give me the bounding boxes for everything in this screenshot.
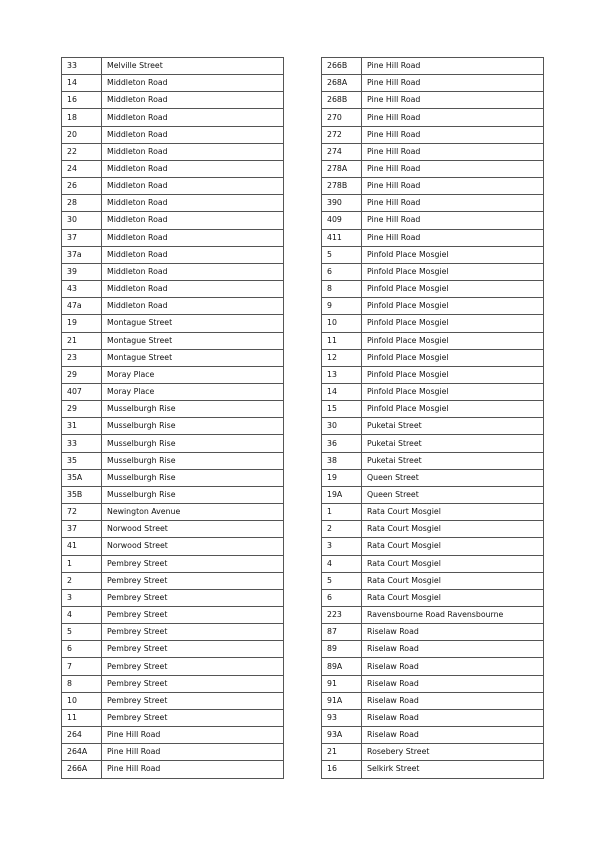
table-row (322, 229, 544, 246)
street-name-cell: Riselaw Road (362, 692, 544, 709)
table-row (62, 383, 284, 400)
table-row (62, 486, 284, 503)
street-name-cell: Moray Place (102, 383, 284, 400)
street-name-cell: Middleton Road (102, 143, 284, 160)
table-row (62, 332, 284, 349)
table-row (62, 126, 284, 143)
street-number-cell: 29 (62, 366, 102, 383)
street-name-cell: Pine Hill Road (362, 143, 544, 160)
table-row (322, 572, 544, 589)
street-name-cell: Middleton Road (102, 195, 284, 212)
address-table-right-body (322, 58, 544, 779)
table-row (62, 281, 284, 298)
street-number-cell: 10 (322, 315, 362, 332)
street-number-cell: 268B (322, 92, 362, 109)
street-name-cell: Pembrey Street (102, 675, 284, 692)
table-row (62, 229, 284, 246)
street-number-cell: 33 (62, 58, 102, 75)
table-row (322, 332, 544, 349)
street-number-cell: 41 (62, 538, 102, 555)
street-number-cell: 91 (322, 675, 362, 692)
street-name-cell: Riselaw Road (362, 709, 544, 726)
street-name-cell: Riselaw Road (362, 641, 544, 658)
table-row (62, 195, 284, 212)
table-row (62, 160, 284, 177)
street-name-cell: Pinfold Place Mosgiel (362, 401, 544, 418)
table-row (62, 366, 284, 383)
table-row (322, 589, 544, 606)
table-row (322, 212, 544, 229)
table-row (322, 504, 544, 521)
street-name-cell: Middleton Road (102, 75, 284, 92)
street-number-cell: 264A (62, 744, 102, 761)
street-name-cell: Queen Street (362, 469, 544, 486)
street-name-cell: Selkirk Street (362, 761, 544, 778)
table-row (322, 298, 544, 315)
street-name-cell: Pembrey Street (102, 589, 284, 606)
street-number-cell: 89 (322, 641, 362, 658)
table-row (62, 709, 284, 726)
street-number-cell: 272 (322, 126, 362, 143)
street-name-cell: Riselaw Road (362, 675, 544, 692)
table-row (62, 572, 284, 589)
table-row (322, 195, 544, 212)
table-row (322, 418, 544, 435)
street-name-cell: Pine Hill Road (362, 212, 544, 229)
street-name-cell: Pine Hill Road (362, 92, 544, 109)
street-name-cell: Rosebery Street (362, 744, 544, 761)
street-number-cell: 19 (322, 469, 362, 486)
table-row (62, 452, 284, 469)
table-row (62, 75, 284, 92)
street-number-cell: 21 (62, 332, 102, 349)
street-number-cell: 409 (322, 212, 362, 229)
street-name-cell: Pembrey Street (102, 709, 284, 726)
table-row (322, 486, 544, 503)
table-row (322, 641, 544, 658)
street-name-cell: Pine Hill Road (362, 178, 544, 195)
street-name-cell: Middleton Road (102, 160, 284, 177)
street-number-cell: 87 (322, 624, 362, 641)
street-name-cell: Pine Hill Road (362, 58, 544, 75)
table-row (322, 109, 544, 126)
street-name-cell: Montague Street (102, 349, 284, 366)
street-number-cell: 30 (322, 418, 362, 435)
table-row (62, 555, 284, 572)
table-row (322, 709, 544, 726)
table-row (62, 178, 284, 195)
street-number-cell: 5 (322, 572, 362, 589)
table-row (62, 675, 284, 692)
table-row (322, 555, 544, 572)
street-number-cell: 270 (322, 109, 362, 126)
street-number-cell: 35A (62, 469, 102, 486)
street-name-cell: Norwood Street (102, 538, 284, 555)
street-name-cell: Middleton Road (102, 92, 284, 109)
street-number-cell: 13 (322, 366, 362, 383)
street-name-cell: Montague Street (102, 315, 284, 332)
street-name-cell: Pinfold Place Mosgiel (362, 281, 544, 298)
street-name-cell: Puketai Street (362, 418, 544, 435)
table-row (62, 401, 284, 418)
street-number-cell: 10 (62, 692, 102, 709)
street-name-cell: Rata Court Mosgiel (362, 572, 544, 589)
street-number-cell: 38 (322, 452, 362, 469)
street-number-cell: 9 (322, 298, 362, 315)
table-row (62, 658, 284, 675)
street-number-cell: 274 (322, 143, 362, 160)
street-number-cell: 93A (322, 727, 362, 744)
table-row (62, 607, 284, 624)
street-number-cell: 37 (62, 229, 102, 246)
table-row (322, 366, 544, 383)
street-number-cell: 8 (62, 675, 102, 692)
table-row (62, 109, 284, 126)
street-number-cell: 37 (62, 521, 102, 538)
street-name-cell: Musselburgh Rise (102, 486, 284, 503)
table-row (322, 658, 544, 675)
table-row (322, 246, 544, 263)
street-number-cell: 24 (62, 160, 102, 177)
street-name-cell: Riselaw Road (362, 658, 544, 675)
street-name-cell: Musselburgh Rise (102, 452, 284, 469)
street-name-cell: Middleton Road (102, 246, 284, 263)
street-name-cell: Moray Place (102, 366, 284, 383)
street-number-cell: 2 (322, 521, 362, 538)
street-number-cell: 266A (62, 761, 102, 778)
street-number-cell: 29 (62, 401, 102, 418)
street-name-cell: Pembrey Street (102, 572, 284, 589)
street-name-cell: Rata Court Mosgiel (362, 538, 544, 555)
street-name-cell: Pinfold Place Mosgiel (362, 332, 544, 349)
table-row (322, 692, 544, 709)
street-number-cell: 264 (62, 727, 102, 744)
street-name-cell: Middleton Road (102, 126, 284, 143)
table-row (62, 624, 284, 641)
street-number-cell: 43 (62, 281, 102, 298)
street-name-cell: Pinfold Place Mosgiel (362, 298, 544, 315)
table-row (62, 727, 284, 744)
street-number-cell: 4 (322, 555, 362, 572)
street-name-cell: Rata Court Mosgiel (362, 555, 544, 572)
table-row (322, 281, 544, 298)
street-number-cell: 223 (322, 607, 362, 624)
street-number-cell: 1 (322, 504, 362, 521)
table-row (322, 401, 544, 418)
street-number-cell: 39 (62, 263, 102, 280)
street-name-cell: Pine Hill Road (362, 160, 544, 177)
street-number-cell: 390 (322, 195, 362, 212)
table-row (62, 692, 284, 709)
street-name-cell: Pembrey Street (102, 555, 284, 572)
address-table-left-body (62, 58, 284, 779)
street-number-cell: 3 (62, 589, 102, 606)
street-number-cell: 28 (62, 195, 102, 212)
table-row (62, 246, 284, 263)
street-number-cell: 2 (62, 572, 102, 589)
table-row (322, 727, 544, 744)
street-name-cell: Rata Court Mosgiel (362, 589, 544, 606)
street-number-cell: 7 (62, 658, 102, 675)
street-number-cell: 6 (62, 641, 102, 658)
street-number-cell: 5 (62, 624, 102, 641)
street-number-cell: 268A (322, 75, 362, 92)
street-name-cell: Middleton Road (102, 229, 284, 246)
street-name-cell: Ravensbourne Road Ravensbourne (362, 607, 544, 624)
table-row (62, 418, 284, 435)
street-name-cell: Queen Street (362, 486, 544, 503)
street-number-cell: 72 (62, 504, 102, 521)
street-name-cell: Melville Street (102, 58, 284, 75)
street-name-cell: Middleton Road (102, 212, 284, 229)
street-name-cell: Norwood Street (102, 521, 284, 538)
street-number-cell: 47a (62, 298, 102, 315)
table-row (62, 92, 284, 109)
street-name-cell: Rata Court Mosgiel (362, 504, 544, 521)
street-number-cell: 407 (62, 383, 102, 400)
street-number-cell: 18 (62, 109, 102, 126)
table-row (322, 538, 544, 555)
street-number-cell: 19A (322, 486, 362, 503)
street-name-cell: Pembrey Street (102, 607, 284, 624)
street-name-cell: Musselburgh Rise (102, 401, 284, 418)
street-name-cell: Pine Hill Road (102, 744, 284, 761)
street-name-cell: Middleton Road (102, 263, 284, 280)
street-name-cell: Pembrey Street (102, 624, 284, 641)
street-name-cell: Pinfold Place Mosgiel (362, 349, 544, 366)
street-number-cell: 33 (62, 435, 102, 452)
street-name-cell: Pine Hill Road (362, 126, 544, 143)
street-number-cell: 3 (322, 538, 362, 555)
street-number-cell: 30 (62, 212, 102, 229)
table-row (62, 435, 284, 452)
street-number-cell: 278B (322, 178, 362, 195)
table-row (62, 315, 284, 332)
street-number-cell: 12 (322, 349, 362, 366)
street-name-cell: Pine Hill Road (362, 195, 544, 212)
table-row (62, 589, 284, 606)
street-number-cell: 20 (62, 126, 102, 143)
street-number-cell: 26 (62, 178, 102, 195)
street-number-cell: 411 (322, 229, 362, 246)
street-name-cell: Newington Avenue (102, 504, 284, 521)
street-number-cell: 91A (322, 692, 362, 709)
table-row (322, 315, 544, 332)
table-row (322, 452, 544, 469)
street-number-cell: 8 (322, 281, 362, 298)
street-number-cell: 93 (322, 709, 362, 726)
table-row (322, 126, 544, 143)
street-name-cell: Rata Court Mosgiel (362, 521, 544, 538)
street-name-cell: Middleton Road (102, 281, 284, 298)
street-number-cell: 4 (62, 607, 102, 624)
street-name-cell: Riselaw Road (362, 624, 544, 641)
street-number-cell: 16 (322, 761, 362, 778)
street-name-cell: Pine Hill Road (102, 761, 284, 778)
table-row (62, 761, 284, 778)
table-row (322, 761, 544, 778)
street-name-cell: Musselburgh Rise (102, 418, 284, 435)
street-name-cell: Pembrey Street (102, 692, 284, 709)
street-name-cell: Pine Hill Road (362, 75, 544, 92)
street-name-cell: Pinfold Place Mosgiel (362, 383, 544, 400)
street-name-cell: Pine Hill Road (362, 229, 544, 246)
table-row (62, 58, 284, 75)
table-row (322, 58, 544, 75)
table-row (62, 641, 284, 658)
street-number-cell: 36 (322, 435, 362, 452)
table-row (322, 75, 544, 92)
table-row (322, 607, 544, 624)
table-row (62, 349, 284, 366)
table-row (322, 178, 544, 195)
table-row (322, 263, 544, 280)
table-row (322, 143, 544, 160)
street-name-cell: Pinfold Place Mosgiel (362, 315, 544, 332)
street-number-cell: 19 (62, 315, 102, 332)
street-number-cell: 22 (62, 143, 102, 160)
table-row (322, 383, 544, 400)
street-number-cell: 1 (62, 555, 102, 572)
street-name-cell: Puketai Street (362, 452, 544, 469)
street-number-cell: 31 (62, 418, 102, 435)
street-name-cell: Pinfold Place Mosgiel (362, 246, 544, 263)
street-number-cell: 35 (62, 452, 102, 469)
street-number-cell: 266B (322, 58, 362, 75)
table-row (62, 538, 284, 555)
table-row (62, 212, 284, 229)
table-row (322, 92, 544, 109)
table-row (62, 298, 284, 315)
street-name-cell: Pinfold Place Mosgiel (362, 366, 544, 383)
street-name-cell: Puketai Street (362, 435, 544, 452)
table-row (322, 160, 544, 177)
street-number-cell: 14 (322, 383, 362, 400)
street-number-cell: 35B (62, 486, 102, 503)
table-row (322, 624, 544, 641)
address-table-right (321, 57, 544, 779)
street-number-cell: 5 (322, 246, 362, 263)
table-row (62, 263, 284, 280)
address-table-left (61, 57, 284, 779)
table-row (322, 675, 544, 692)
street-number-cell: 14 (62, 75, 102, 92)
table-row (62, 469, 284, 486)
street-name-cell: Pine Hill Road (362, 109, 544, 126)
table-row (322, 521, 544, 538)
street-number-cell: 6 (322, 263, 362, 280)
street-number-cell: 16 (62, 92, 102, 109)
street-name-cell: Middleton Road (102, 109, 284, 126)
table-row (322, 435, 544, 452)
table-row (322, 469, 544, 486)
street-number-cell: 11 (62, 709, 102, 726)
street-number-cell: 15 (322, 401, 362, 418)
street-name-cell: Pembrey Street (102, 658, 284, 675)
street-name-cell: Middleton Road (102, 298, 284, 315)
street-name-cell: Pinfold Place Mosgiel (362, 263, 544, 280)
street-name-cell: Musselburgh Rise (102, 469, 284, 486)
street-name-cell: Musselburgh Rise (102, 435, 284, 452)
street-number-cell: 278A (322, 160, 362, 177)
table-row (322, 349, 544, 366)
table-row (62, 521, 284, 538)
street-name-cell: Pine Hill Road (102, 727, 284, 744)
table-row (62, 744, 284, 761)
table-row (62, 143, 284, 160)
table-row (62, 504, 284, 521)
street-name-cell: Middleton Road (102, 178, 284, 195)
street-number-cell: 37a (62, 246, 102, 263)
street-number-cell: 21 (322, 744, 362, 761)
street-number-cell: 6 (322, 589, 362, 606)
street-number-cell: 23 (62, 349, 102, 366)
street-name-cell: Riselaw Road (362, 727, 544, 744)
street-number-cell: 11 (322, 332, 362, 349)
street-name-cell: Pembrey Street (102, 641, 284, 658)
table-row (322, 744, 544, 761)
street-number-cell: 89A (322, 658, 362, 675)
street-name-cell: Montague Street (102, 332, 284, 349)
